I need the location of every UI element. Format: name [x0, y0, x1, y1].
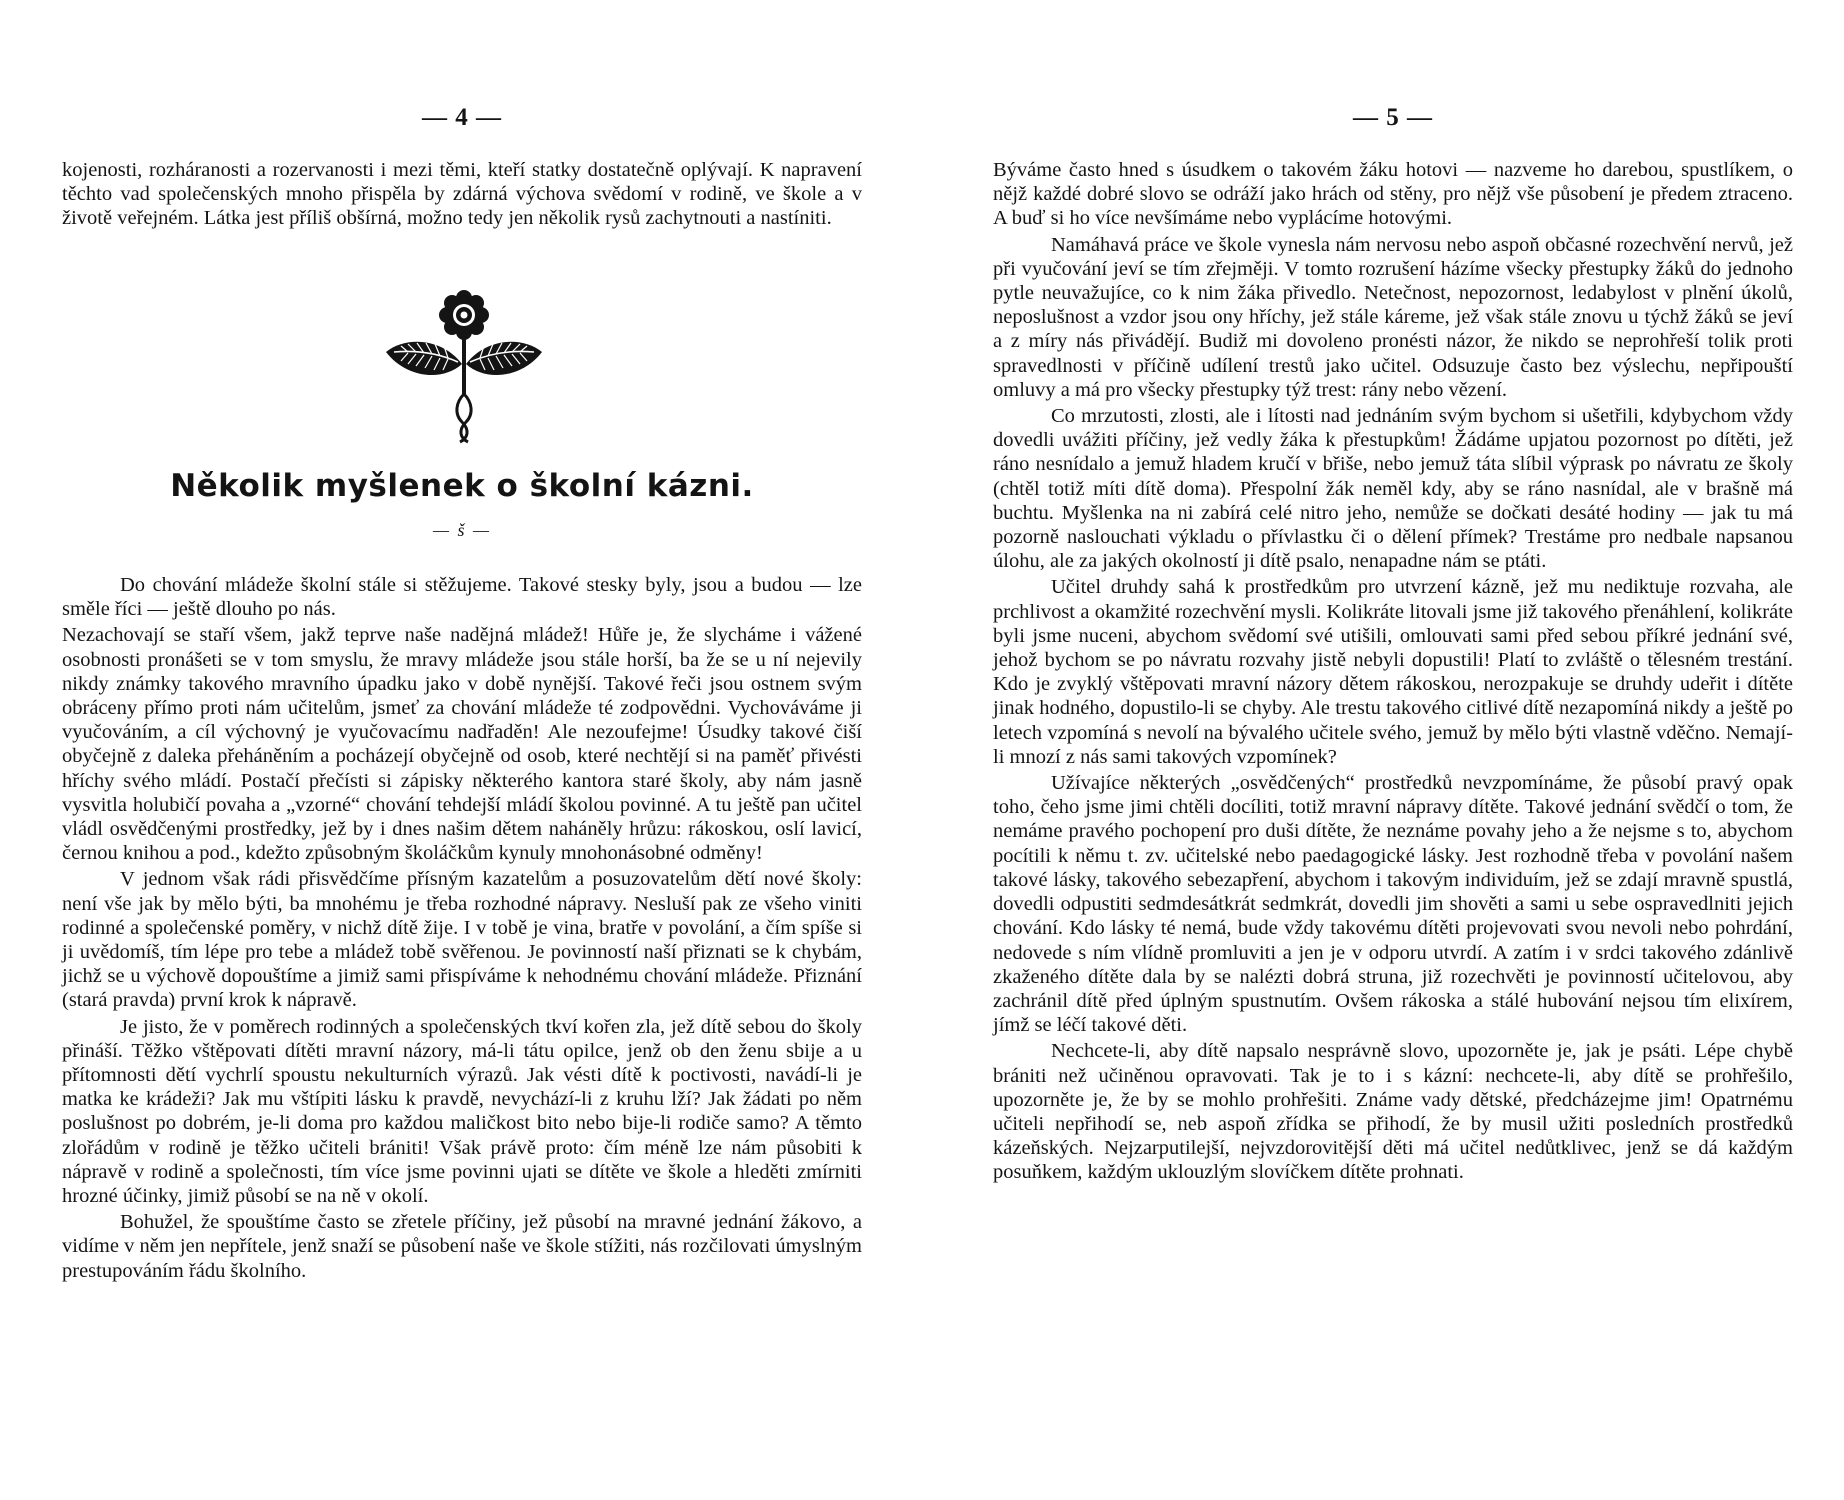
left-page — [62, 0, 862, 1500]
paragraph: Namáhavá práce ve škole vynesla nám nervosu nebo aspoň občasné rozechvění nervů, jež při vyučování jeví se tím zřejměji. V tomto rozrušení házíme všecky přestupky žáků do jednoho pytle neuvažujíce, co k nim žáka přivedlo. Netečnost, nepozornost, ledabylost v plnění úkolů, neposlušnost a vzdor jsou ony hříchy, jež stále káreme, jež však stále znovu u týchž žáků se jeví a z míry nás přivádějí. Budiž mi dovoleno pronésti názor, že nikdo se neprohřeší tolik proti spravedlnosti v příčině udílení trestů jako učitel. Odsuzuje často bez výslechu, nepřipouští omluvy a má pro všecky přestupky týž trest: rány nebo vězení. — [993, 233, 1793, 401]
paragraph: kojenosti, rozháranosti a rozervanosti i mezi těmi, kteří statky dostatečně oplývají. K napravení těchto vad společenských mnoho přispěla by zdárná výchova svědomí v rodině, ve škole a v životě veřejném. Látka jest příliš obšírná, možno tedy jen několik rysů zachytnouti a nastíniti. — [62, 159, 862, 230]
paragraph: Učitel druhdy sahá k prostředkům pro utvrzení kázně, jež mu nediktuje rozvaha, ale prchlivost a okamžité rozechvění mysli. Kolikráte litovali jsme již takového přenáhlení, kolikráte byli jsme nuceni, abychom svědomí své utišili, omlouvati sami před sebou příkré jednání své, jehož bychom se po návratu rozvahy jistě nebyli dopustili! Platí to zvláště o tělesném trestání. Kdo je zvyklý vštěpovati mravní názory dětem rákoskou, nerozpakuje se druhdy udeřit i dítěte jinak hodného, dopustilo-li se chyby. Ale trestu takového citlivé dítě nezapomíná nikdy a ještě po letech vzpomíná s nevolí na bývalého učitele svého, jemuž by mělo býti vlastně vděčno. Nemají-li mnozí z nás sami takových vzpomínek? — [993, 576, 1793, 768]
continuation-text — [62, 158, 862, 231]
paragraph: Býváme často hned s úsudkem o takovém žáku hotovi — nazveme ho darebou, spustlíkem, o nějž každé dobré slovo se odráží jako hrách od stěny, pro nějž vše působení je předem ztraceno. A buď si ho více nevšímáme nebo vyplácíme hotovými. — [993, 159, 1793, 230]
paragraph: Nezachovají se staří všem, jakž teprve naše nadějná mládež! Hůře je, že slycháme i vážené osobnosti pronášeti se v tom smyslu, že mravy mládeže jsou stále horší, ba že se u ní nejevily nikdy známky takového mravního úpadku jako v době nynější. Takové řeči jsou ostnem svým obráceny přímo proti nám učitelům, jsmeť za chování mládeže té zodpovědni. Vychováváme ji vyučováním, a cíl výchovný je vyučovacímu nadřaděn! Ale nezoufejme! Úsudky takové čiší obyčejně z daleka přeháněním a pocházejí obyčejně od osob, které nechtějí si na paměť přivésti hříchy svého mládí. Postačí přečísti si zápisky některého kantora staré školy, aby nám jasně vysvitla holubičí povaha a „vzorné“ chování tehdejší mládí školou povinné. A tu ještě pan učitel vládl osvědčenými prostředky, jež by i dnes našim dětem naháněly hrůzu: rákoskou, oslí lavicí, černou knihou a pod., kdežto způsobným školáčkům kynuly mnohonásobné odměny! — [62, 624, 862, 865]
paragraph: Do chování mládeže školní stále si stěžujeme. Takové stesky byly, jsou a budou — lze směle říci — ještě dlouho po nás. — [62, 574, 862, 621]
paragraph: Je jisto, že v poměrech rodinných a společenských tkví kořen zla, jež dítě sebou do školy přináší. Těžko vštěpovati dítěti mravní názory, má-li tátu opilce, jenž ob den ženu sbije a u přítomnosti dětí vychrlí spoustu nekulturních výrazů. Jak vésti dítě k poctivosti, navádí-li je matka ke krádeži? Jak mu vštípiti lásku k pravdě, nevychází-li z kruhu lží? Jak žádati po něm poslušnost po dobrém, je-li doma pro každou maličkost bito nebo bije-li rodiče samo? A těmto zlořádům v rodině je těžko učiteli brániti! Však právě proto: čím méně lze nám působiti k nápravě v rodině a společnosti, tím více jsme povinni ujati se dítěte ve škole a hleděti zmírniti hrozné účinky, jimiž působí se na ně v okolí. — [62, 1015, 862, 1208]
page-number: — 5 — — [1353, 104, 1433, 131]
article-author: — š — — [432, 520, 491, 540]
paragraph: Nechcete-li, aby dítě napsalo nesprávně slovo, upozorněte je, jak je psáti. Lépe chybě brániti než učiněnou opravovati. Tak je to i s kázní: nechcete-li, aby dítě se prohřešilo, upozorněte je, že by se mohlo prohřešiti. Známe vady dětské, předcházejme jim! Opatrnému učiteli nepřihodí se, neb aspoň zřídka se přihodí, že by musil užiti posledních prostředků kázeňských. Nejzarputilejší, nejvzdorovitější děti má učitel nedůtklivec, jenž se dá každým posuňkem, každým uklouzlým slovíčkem dítěte prohnati. — [993, 1040, 1793, 1184]
paragraph: V jednom však rádi přisvědčíme přísným kazatelům a posuzovatelům dětí nové školy: není vše jak by mělo býti, ba mnohému je třeba rozhodné nápravy. Nesluší pak ze všeho viniti rodinné a společenské poměry, v nichž dítě žije. I v tobě je vina, bratře v povolání, a čím spíše si ji uvědomíš, tím lépe pro tebe a mládež tobě svěřenou. Je povinností naší přiznati se k chybám, jichž se u výchově dopouštíme a jimiž sami přispíváme k nehodnému chování mládeže. Přiznání (stará pravda) první krok k nápravě. — [62, 868, 862, 1012]
article-title: Několik myšlenek o školní kázni. — [170, 468, 754, 504]
flower-ornament-icon — [384, 286, 544, 444]
article-body — [62, 573, 862, 1283]
paragraph: Bohužel, že spouštíme často se zřetele příčiny, jež působí na mravné jednání žákovo, a vidíme v něm jen nepřítele, jenž snaží se působení naše ve škole stížiti, nás rozčilovati úmyslným prestupováním řádu školního. — [62, 1211, 862, 1282]
right-page — [993, 0, 1793, 1500]
paragraph: Užívajíce některých „osvědčených“ prostředků nevzpomínáme, že působí pravý opak toho, čeho jsme jimi chtěli docíliti, totiž mravní nápravy dítěte. Takové jednání svědčí o tom, že nemáme pravého pochopení pro duši dítěte, že neznáme povahy jeho a že nejsme s to, abychom pocítili k němu t. zv. učitelské nebo paedagogické lásky. Jest rozhodně třeba v povolání našem takové lásky, takového sebezapření, abychom i takovým individuím, jež se zdají mravně spustlá, dovedli odpustiti sedmdesátkrát sedmkrát, dovedli jim shověti a sami u sebe ospravedlniti jejich chování. Kdo lásky té nemá, bude vždy takovému dítěti projevovati svou nevoli nebo pohrdání, nedovede s ním vlídně promluviti a jen je v odporu utvrdí. A zatím i v srdci takového zdánlivě zkaženého dítěte dala by se nalézti dobrá struna, již rozechvěti je povinností učitelovou, aby zachránil dítě před úplným spustnutím. Ovšem rákoska a stálé hubování nejsou tím elixírem, jímž se léčí takové děti. — [993, 772, 1793, 1037]
paragraph: Co mrzutosti, zlosti, ale i lítosti nad jednáním svým bychom si ušetřili, kdybychom vždy dovedli uvážiti příčiny, jež vedly žáka k přestupkům! Žádáme upjatou pozornost po dítěti, jež ráno nesnídalo a jemuž hladem kručí v břiše, nebo jemuž táta slíbil výprask po návratu ze školy (chtěl totiž míti dítě doma). Přespolní žák neměl kdy, aby se ráno nasnídal, ale v brašně má buchtu. Myšlenka na ni zabírá celé nitro jeho, nemůže se dočkati desáté hodiny — jak tu má pozorně naslouchati výkladu o přívlastku či o dělení přímek? Trestáme pro nedbale napsanou úlohu, ale za jakých okolností ji dítě psalo, nenapadne nám se ptáti. — [993, 405, 1793, 573]
article-body — [993, 158, 1793, 1185]
page-number: — 4 — — [422, 104, 502, 131]
